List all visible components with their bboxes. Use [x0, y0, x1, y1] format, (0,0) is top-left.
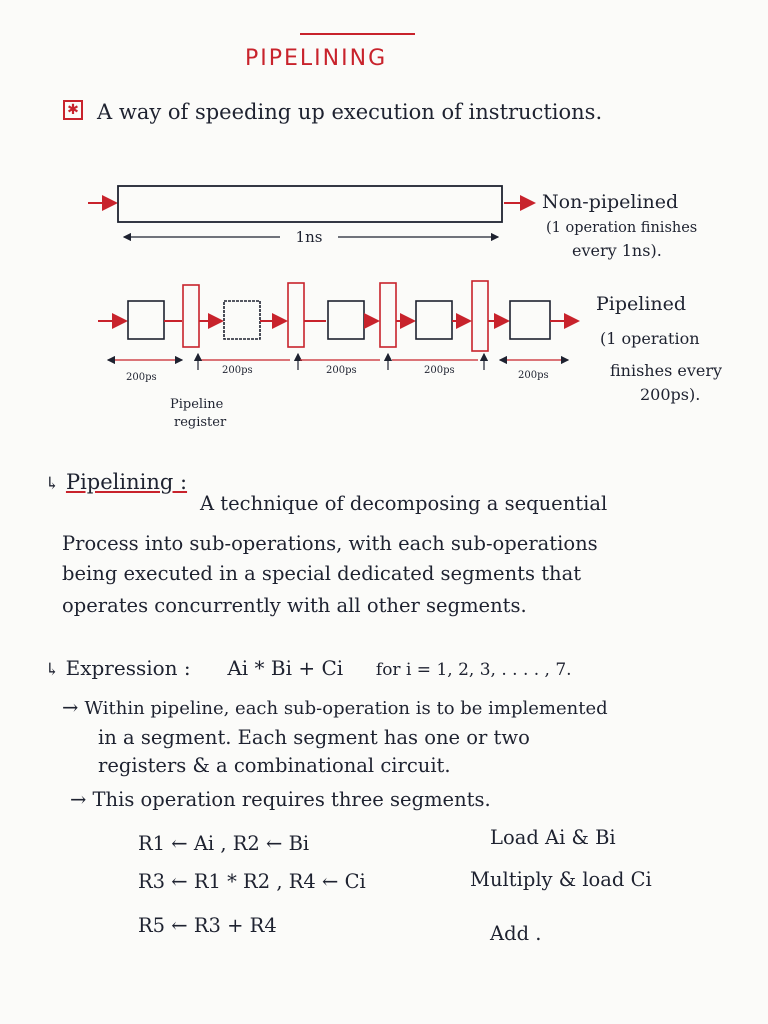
pipelined-label: Pipelined: [596, 293, 687, 315]
right-arrow-icon: →: [62, 696, 79, 719]
stage-3-duration: 200ps: [326, 365, 357, 376]
pipelined-note-1: (1 operation: [600, 329, 700, 348]
step-3-desc: Add .: [490, 922, 542, 945]
non-pipelined-block: [118, 186, 502, 222]
expression-label: Expression :: [65, 656, 191, 680]
stage-4: [416, 301, 452, 339]
note-line-1: [62, 696, 608, 719]
stage-1: [128, 301, 164, 339]
hook-arrow-icon: ↳: [45, 660, 60, 680]
step-1-desc: Load Ai & Bi: [490, 826, 616, 849]
stage-5-duration: 200ps: [518, 370, 549, 381]
pipeline-register-1: [183, 285, 199, 347]
definition-heading-row: [45, 470, 187, 494]
note-text-1: Within pipeline, each sub-operation is to be implemented: [84, 698, 608, 719]
right-arrow-icon: →: [70, 788, 87, 811]
hook-arrow-icon: ↳: [45, 474, 60, 494]
definition-line-2: Process into sub-operations, with each sub-operations: [62, 532, 598, 555]
expression-range: for i = 1, 2, 3, . . . . , 7.: [375, 660, 572, 680]
non-pipelined-label: Non-pipelined: [542, 191, 679, 213]
step-1-op: R1 ← Ai , R2 ← Bi: [138, 832, 310, 855]
pipelined-note-2: finishes every: [610, 361, 723, 380]
pipelined-note-3: 200ps).: [640, 385, 701, 404]
note-line-3: registers & a combinational circuit.: [98, 754, 451, 777]
stage-2-duration: 200ps: [222, 365, 253, 376]
non-pipelined-duration: 1ns: [295, 228, 323, 246]
expression-formula: Ai * Bi + Ci: [227, 656, 344, 680]
pipeline-diagram: [0, 170, 768, 440]
register-label-1: Pipeline: [170, 397, 224, 412]
definition-line-3: being executed in a special dedicated segments that: [62, 562, 582, 585]
stage-1-duration: 200ps: [126, 372, 157, 383]
definition-heading: Pipelining :: [65, 470, 188, 494]
non-pipelined-note-2: every 1ns).: [572, 241, 662, 260]
intro-text: A way of speeding up execution of instructions.: [97, 100, 603, 124]
top-rule-line: [300, 33, 415, 35]
pipeline-register-3: [380, 283, 396, 347]
pipeline-register-4: [472, 281, 488, 351]
note-line-2: in a segment. Each segment has one or two: [98, 726, 530, 749]
definition-line-1: A technique of decomposing a sequential: [200, 492, 608, 515]
star-bullet-icon: ✱: [63, 100, 83, 120]
note-text-4: This operation requires three segments.: [92, 788, 491, 811]
register-label-2: register: [174, 415, 227, 430]
stage-4-duration: 200ps: [424, 365, 455, 376]
pipeline-register-2: [288, 283, 304, 347]
step-2-desc: Multiply & load Ci: [470, 868, 652, 891]
note-line-4: [70, 788, 491, 811]
step-3-op: R5 ← R3 + R4: [138, 914, 277, 937]
step-2-op: R3 ← R1 * R2 , R4 ← Ci: [138, 870, 366, 893]
stage-3: [328, 301, 364, 339]
non-pipelined-note-1: (1 operation finishes: [546, 220, 698, 236]
definition-line-4: operates concurrently with all other segments.: [62, 594, 527, 617]
expression-row: [45, 656, 572, 680]
stage-5: [510, 301, 550, 339]
stage-2: [224, 301, 260, 339]
page-title: PIPELINING: [245, 46, 388, 71]
